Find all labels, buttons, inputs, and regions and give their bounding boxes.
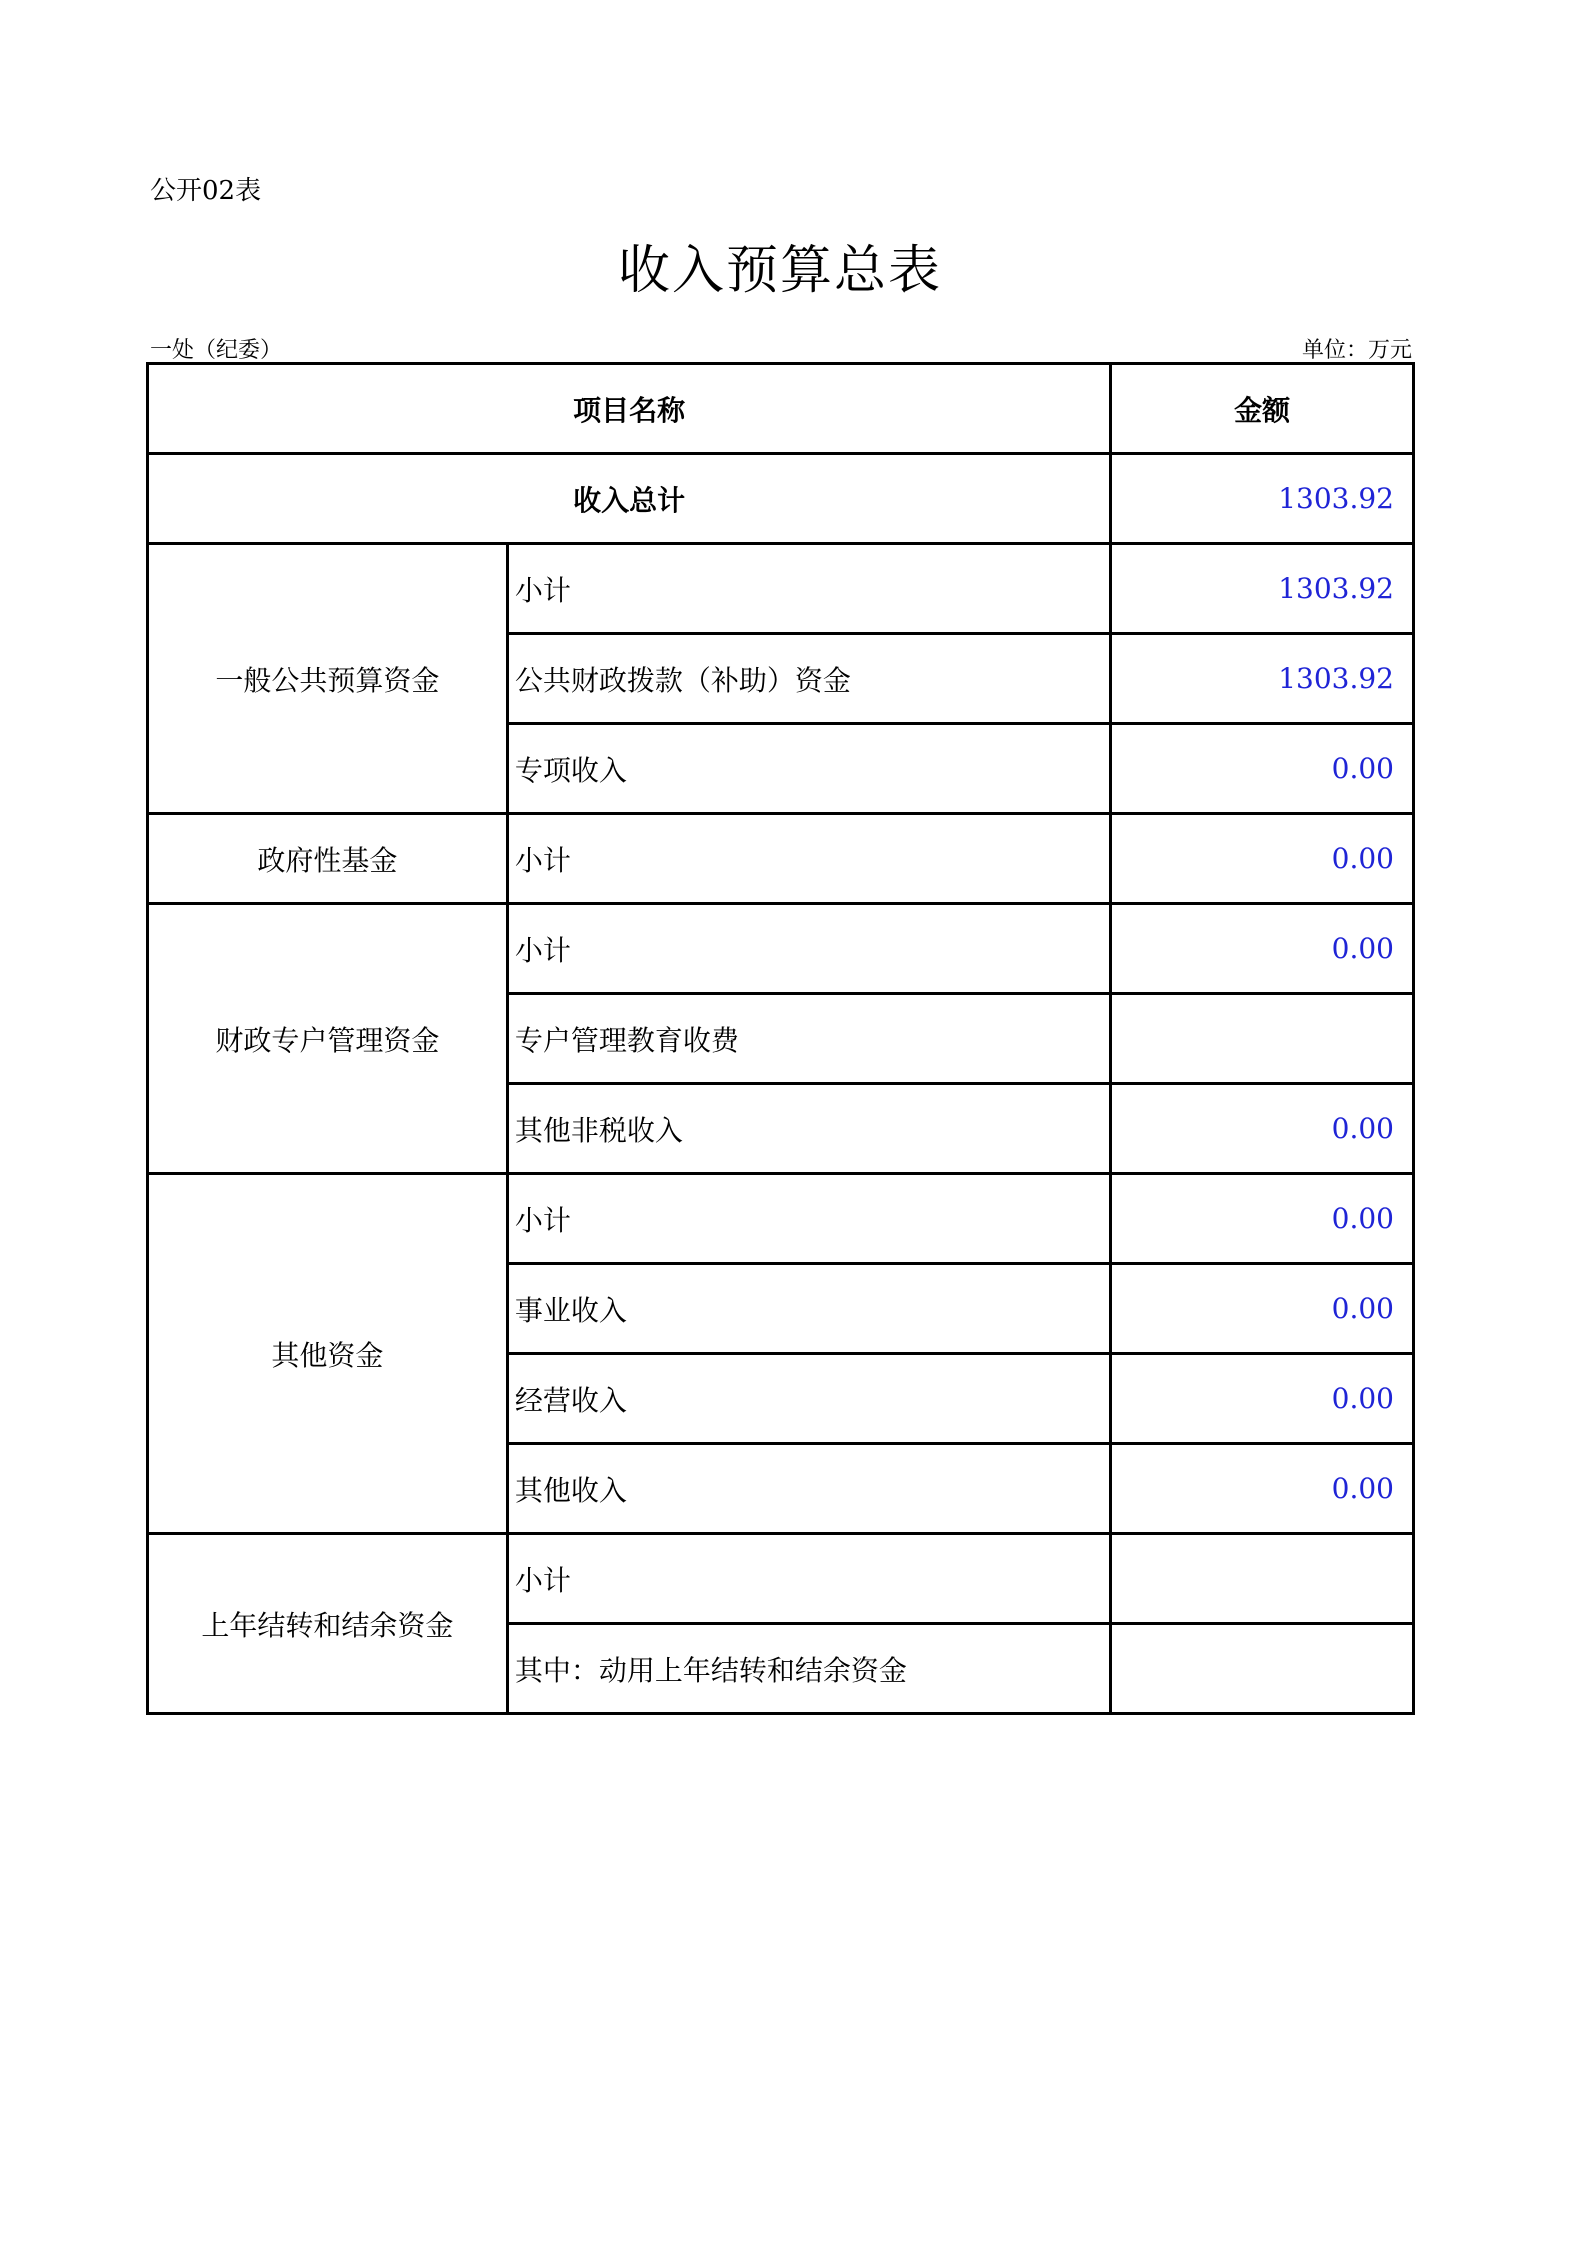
category-general-budget: 一般公共预算资金 [148,544,508,814]
table-row [148,544,1414,634]
currency-unit-label: 单位：万元 [1301,338,1412,363]
column-header-name: 项目名称 [148,364,1111,454]
row-item-label: 小计 [507,904,1110,994]
category-prior-year-carryover: 上年结转和结余资金 [148,1534,508,1714]
row-amount [1111,1534,1414,1624]
table-row [148,1174,1414,1264]
table-row [148,814,1414,904]
row-amount: 0.00 [1111,1174,1414,1264]
row-amount: 0.00 [1111,1084,1414,1174]
row-item-label: 小计 [507,1174,1110,1264]
category-government-fund: 政府性基金 [148,814,508,904]
row-amount [1111,994,1414,1084]
total-label: 收入总计 [148,454,1111,544]
row-item-label: 小计 [507,814,1110,904]
row-item-label: 其中：动用上年结转和结余资金 [507,1624,1110,1714]
row-amount: 0.00 [1111,904,1414,994]
table-header-row [148,364,1414,454]
column-header-amount: 金额 [1111,364,1414,454]
form-code: 公开02表 [150,176,262,206]
row-item-label: 公共财政拨款（补助）资金 [507,634,1110,724]
table-row [148,1534,1414,1624]
row-item-label: 事业收入 [507,1264,1110,1354]
row-amount: 1303.92 [1111,544,1414,634]
category-special-account-fund: 财政专户管理资金 [148,904,508,1174]
row-amount: 0.00 [1111,724,1414,814]
row-amount: 0.00 [1111,1354,1414,1444]
row-amount: 1303.92 [1111,634,1414,724]
row-amount: 0.00 [1111,1264,1414,1354]
row-item-label: 专项收入 [507,724,1110,814]
row-amount: 0.00 [1111,814,1414,904]
row-item-label: 小计 [507,1534,1110,1624]
total-amount: 1303.92 [1111,454,1414,544]
row-item-label: 其他收入 [507,1444,1110,1534]
income-budget-table [146,362,1415,1715]
category-other-funds: 其他资金 [148,1174,508,1534]
table-row [148,904,1414,994]
page-title: 收入预算总表 [617,241,942,301]
row-amount [1111,1624,1414,1714]
row-item-label: 专户管理教育收费 [507,994,1110,1084]
unit-name: 一处（纪委） [150,338,283,363]
row-item-label: 小计 [507,544,1110,634]
row-amount: 0.00 [1111,1444,1414,1534]
row-item-label: 其他非税收入 [507,1084,1110,1174]
row-item-label: 经营收入 [507,1354,1110,1444]
total-row [148,454,1414,544]
